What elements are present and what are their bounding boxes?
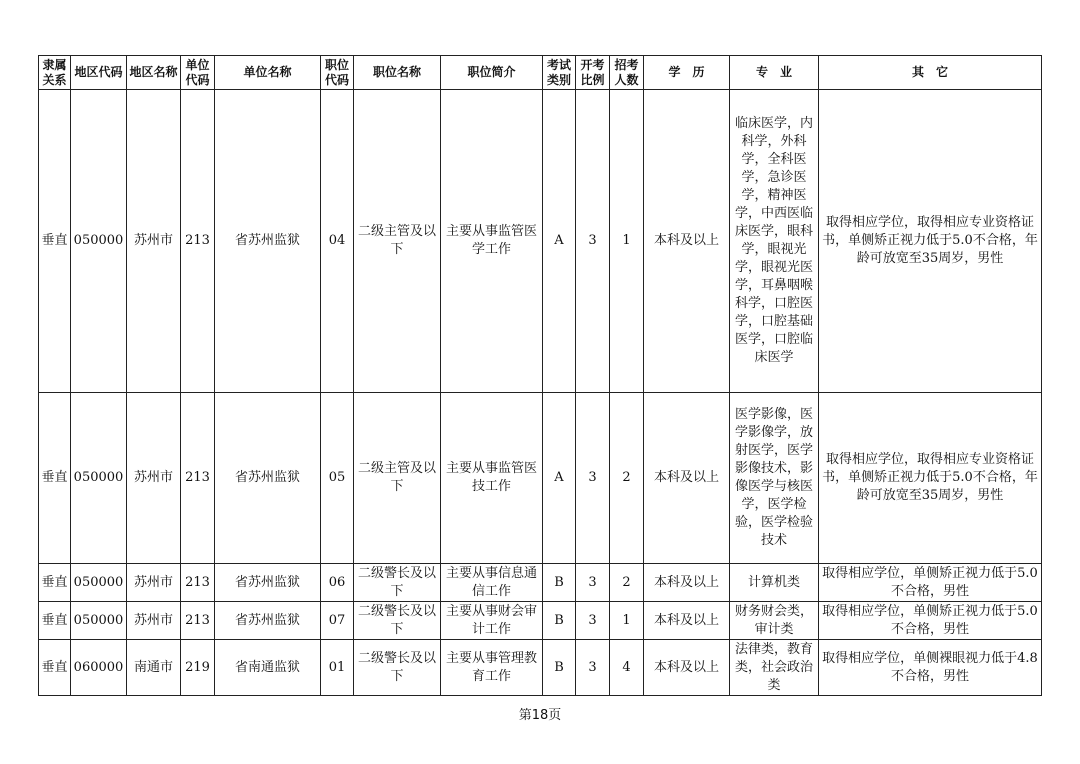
cell-ratio: 3 [576,602,610,640]
cell-pos-code: 04 [321,90,354,393]
cell-region-name: 苏州市 [127,393,181,564]
cell-region-code: 050000 [71,393,127,564]
cell-other: 取得相应学位，单侧矫正视力低于5.0不合格，男性 [819,602,1042,640]
cell-edu: 本科及以上 [644,393,730,564]
cell-pos-desc: 主要从事信息通信工作 [441,564,543,602]
cell-unit-code: 213 [181,602,215,640]
cell-pos-code: 06 [321,564,354,602]
cell-affil: 垂直 [39,602,71,640]
cell-other: 取得相应学位，取得相应专业资格证书，单侧矫正视力低于5.0不合格，年龄可放宽至35周岁，男性 [819,393,1042,564]
header-affil: 隶属关系 [39,56,71,90]
cell-affil: 垂直 [39,564,71,602]
table-row [39,90,1042,393]
cell-edu: 本科及以上 [644,640,730,696]
cell-region-code: 050000 [71,90,127,393]
cell-count: 4 [610,640,644,696]
cell-unit-name: 省苏州监狱 [215,602,321,640]
cell-unit-name: 省苏州监狱 [215,564,321,602]
cell-major: 临床医学，内科学，外科学，全科医学，急诊医学，精神医学，中西医临床医学，眼科学，眼视光学，眼视光医学，耳鼻咽喉科学，口腔医学，口腔基础医学，口腔临床医学 [730,90,819,393]
header-unit-code: 单位代码 [181,56,215,90]
table-row [39,393,1042,564]
cell-unit-code: 213 [181,564,215,602]
cell-affil: 垂直 [39,393,71,564]
cell-major: 计算机类 [730,564,819,602]
cell-edu: 本科及以上 [644,602,730,640]
cell-pos-code: 01 [321,640,354,696]
cell-region-name: 苏州市 [127,564,181,602]
table-header-row [39,56,1042,90]
cell-unit-code: 213 [181,393,215,564]
cell-pos-code: 07 [321,602,354,640]
cell-region-code: 050000 [71,602,127,640]
cell-other: 取得相应学位，取得相应专业资格证书，单侧矫正视力低于5.0不合格，年龄可放宽至35周岁，男性 [819,90,1042,393]
page-number: 第18页 [518,708,562,723]
recruitment-table [38,55,1042,696]
cell-major: 医学影像，医学影像学，放射医学，医学影像技术，影像医学与核医学，医学检验，医学检验技术 [730,393,819,564]
cell-unit-name: 省苏州监狱 [215,393,321,564]
cell-ratio: 3 [576,564,610,602]
table-row [39,602,1042,640]
cell-pos-name: 二级警长及以下 [354,602,441,640]
cell-exam-type: B [543,602,576,640]
cell-count: 2 [610,393,644,564]
cell-region-name: 苏州市 [127,602,181,640]
cell-unit-name: 省南通监狱 [215,640,321,696]
cell-pos-code: 05 [321,393,354,564]
cell-major: 财务财会类，审计类 [730,602,819,640]
table-row [39,640,1042,696]
cell-unit-code: 219 [181,640,215,696]
cell-other: 取得相应学位，单侧矫正视力低于5.0不合格，男性 [819,564,1042,602]
cell-affil: 垂直 [39,640,71,696]
header-pos-code: 职位代码 [321,56,354,90]
cell-pos-name: 二级警长及以下 [354,640,441,696]
cell-pos-desc: 主要从事监管医学工作 [441,90,543,393]
cell-unit-name: 省苏州监狱 [215,90,321,393]
table-row [39,564,1042,602]
cell-count: 1 [610,90,644,393]
cell-pos-desc: 主要从事财会审计工作 [441,602,543,640]
cell-major: 法律类，教育类，社会政治类 [730,640,819,696]
cell-ratio: 3 [576,640,610,696]
cell-pos-name: 二级警长及以下 [354,564,441,602]
cell-region-code: 050000 [71,564,127,602]
header-other: 其 它 [819,56,1042,90]
cell-unit-code: 213 [181,90,215,393]
header-region-code: 地区代码 [71,56,127,90]
cell-affil: 垂直 [39,90,71,393]
header-exam-type: 考试类别 [543,56,576,90]
cell-ratio: 3 [576,90,610,393]
cell-region-code: 060000 [71,640,127,696]
cell-region-name: 南通市 [127,640,181,696]
cell-exam-type: A [543,393,576,564]
cell-exam-type: B [543,564,576,602]
header-region-name: 地区名称 [127,56,181,90]
cell-edu: 本科及以上 [644,564,730,602]
cell-edu: 本科及以上 [644,90,730,393]
cell-pos-name: 二级主管及以下 [354,393,441,564]
cell-pos-desc: 主要从事管理教育工作 [441,640,543,696]
header-count: 招考人数 [610,56,644,90]
header-unit-name: 单位名称 [215,56,321,90]
cell-pos-desc: 主要从事监管医技工作 [441,393,543,564]
cell-region-name: 苏州市 [127,90,181,393]
cell-exam-type: A [543,90,576,393]
header-pos-desc: 职位简介 [441,56,543,90]
cell-count: 2 [610,564,644,602]
cell-ratio: 3 [576,393,610,564]
cell-pos-name: 二级主管及以下 [354,90,441,393]
header-major: 专 业 [730,56,819,90]
header-edu: 学 历 [644,56,730,90]
cell-exam-type: B [543,640,576,696]
cell-other: 取得相应学位，单侧裸眼视力低于4.8不合格，男性 [819,640,1042,696]
cell-count: 1 [610,602,644,640]
header-ratio: 开考比例 [576,56,610,90]
header-pos-name: 职位名称 [354,56,441,90]
